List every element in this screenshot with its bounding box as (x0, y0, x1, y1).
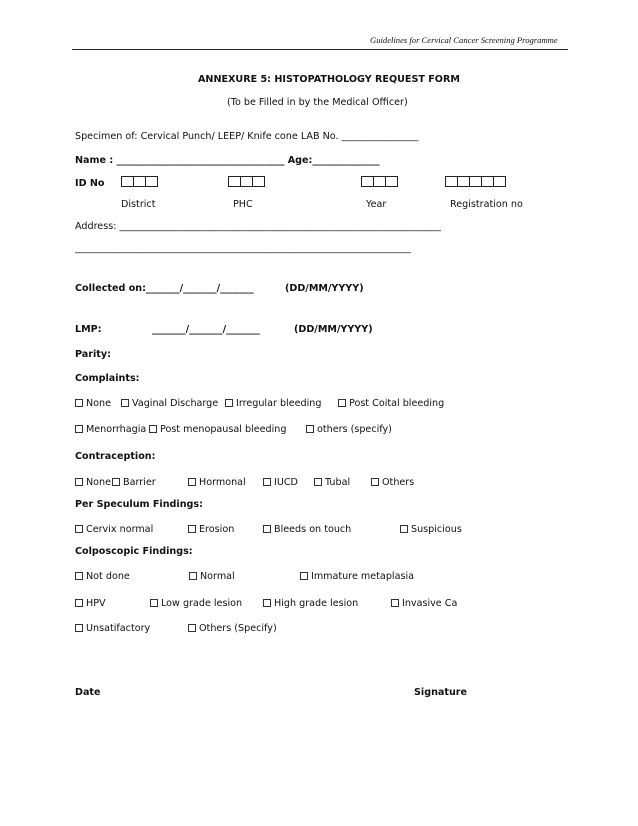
address-line[interactable]: Address: ___________________________________________________________________ (75, 221, 441, 232)
id-label: ID No (75, 178, 105, 189)
contraception-tubal[interactable]: Tubal (314, 477, 350, 488)
complaint-post-coital[interactable]: Post Coital bleeding (338, 398, 444, 409)
checkbox[interactable] (189, 572, 197, 580)
complaint-post-menopausal[interactable]: Post menopausal bleeding (149, 424, 286, 435)
speculum-label: Per Speculum Findings: (75, 499, 203, 510)
year-label: Year (366, 199, 387, 210)
checkbox[interactable] (75, 624, 83, 632)
complaint-others[interactable]: others (specify) (306, 424, 392, 435)
checkbox[interactable] (371, 478, 379, 486)
checkbox[interactable] (188, 624, 196, 632)
colpo-unsatisfactory[interactable]: Unsatifactory (75, 623, 150, 634)
checkbox[interactable] (225, 399, 233, 407)
name-age-line[interactable]: Name : ___________________________________ Age:______________ (75, 155, 380, 166)
checkbox[interactable] (338, 399, 346, 407)
checkbox[interactable] (75, 599, 83, 607)
phc-label: PHC (233, 199, 253, 210)
checkbox[interactable] (75, 478, 83, 486)
checkbox[interactable] (263, 599, 271, 607)
checkbox[interactable] (306, 425, 314, 433)
colpo-high-grade[interactable]: High grade lesion (263, 598, 358, 609)
complaints-label: Complaints: (75, 373, 140, 384)
checkbox[interactable] (391, 599, 399, 607)
collected-date-format: (DD/MM/YYYY) (285, 283, 364, 294)
speculum-erosion[interactable]: Erosion (188, 524, 234, 535)
lmp-label: LMP: (75, 324, 102, 335)
registration-label: Registration no (450, 199, 523, 210)
checkbox[interactable] (263, 478, 271, 486)
speculum-suspicious[interactable]: Suspicious (400, 524, 462, 535)
address-line-2[interactable]: ______________________________________________________________________ (75, 243, 411, 254)
checkbox[interactable] (75, 525, 83, 533)
checkbox[interactable] (75, 399, 83, 407)
registration-boxes[interactable] (445, 176, 506, 187)
checkbox[interactable] (400, 525, 408, 533)
district-label: District (121, 199, 156, 210)
form-title: ANNEXURE 5: HISTOPATHOLOGY REQUEST FORM (198, 74, 460, 85)
speculum-cervix-normal[interactable]: Cervix normal (75, 524, 153, 535)
year-boxes[interactable] (361, 176, 398, 187)
lmp-date-field[interactable]: _______/_______/_______ (152, 324, 260, 335)
contraception-barrier[interactable]: Barrier (112, 477, 156, 488)
complaint-irregular-bleeding[interactable]: Irregular bleeding (225, 398, 321, 409)
colpo-low-grade[interactable]: Low grade lesion (150, 598, 242, 609)
contraception-label: Contraception: (75, 451, 156, 462)
checkbox[interactable] (75, 425, 83, 433)
colpo-others[interactable]: Others (Specify) (188, 623, 277, 634)
running-header: Guidelines for Cervical Cancer Screening Programme (370, 35, 558, 45)
phc-boxes[interactable] (228, 176, 265, 187)
contraception-hormonal[interactable]: Hormonal (188, 477, 246, 488)
checkbox[interactable] (121, 399, 129, 407)
colpo-immature-metaplasia[interactable]: Immature metaplasia (300, 571, 414, 582)
colpo-hpv[interactable]: HPV (75, 598, 106, 609)
checkbox[interactable] (263, 525, 271, 533)
contraception-none[interactable]: None (75, 477, 111, 488)
checkbox[interactable] (300, 572, 308, 580)
collected-date-field[interactable]: _______/_______/_______ (146, 283, 254, 294)
complaint-menorrhagia[interactable]: Menorrhagia (75, 424, 146, 435)
checkbox[interactable] (188, 525, 196, 533)
contraception-iucd[interactable]: IUCD (263, 477, 298, 488)
colpo-normal[interactable]: Normal (189, 571, 235, 582)
checkbox[interactable] (188, 478, 196, 486)
checkbox[interactable] (112, 478, 120, 486)
checkbox[interactable] (149, 425, 157, 433)
complaint-vaginal-discharge[interactable]: Vaginal Discharge (121, 398, 218, 409)
colposcopic-label: Colposcopic Findings: (75, 546, 193, 557)
form-subtitle: (To be Filled in by the Medical Officer) (227, 97, 408, 108)
colpo-invasive-ca[interactable]: Invasive Ca (391, 598, 457, 609)
contraception-others[interactable]: Others (371, 477, 414, 488)
signature-label: Signature (414, 687, 468, 698)
checkbox[interactable] (75, 572, 83, 580)
district-boxes[interactable] (121, 176, 158, 187)
parity-label: Parity: (75, 349, 111, 360)
specimen-line[interactable]: Specimen of: Cervical Punch/ LEEP/ Knife cone LAB No. ________________ (75, 131, 419, 142)
complaint-none[interactable]: None (75, 398, 111, 409)
checkbox[interactable] (150, 599, 158, 607)
header-rule (72, 49, 568, 50)
speculum-bleeds-on-touch[interactable]: Bleeds on touch (263, 524, 351, 535)
checkbox[interactable] (314, 478, 322, 486)
lmp-date-format: (DD/MM/YYYY) (294, 324, 373, 335)
collected-label: Collected on: (75, 283, 146, 294)
colpo-not-done[interactable]: Not done (75, 571, 130, 582)
date-label: Date (75, 687, 101, 698)
